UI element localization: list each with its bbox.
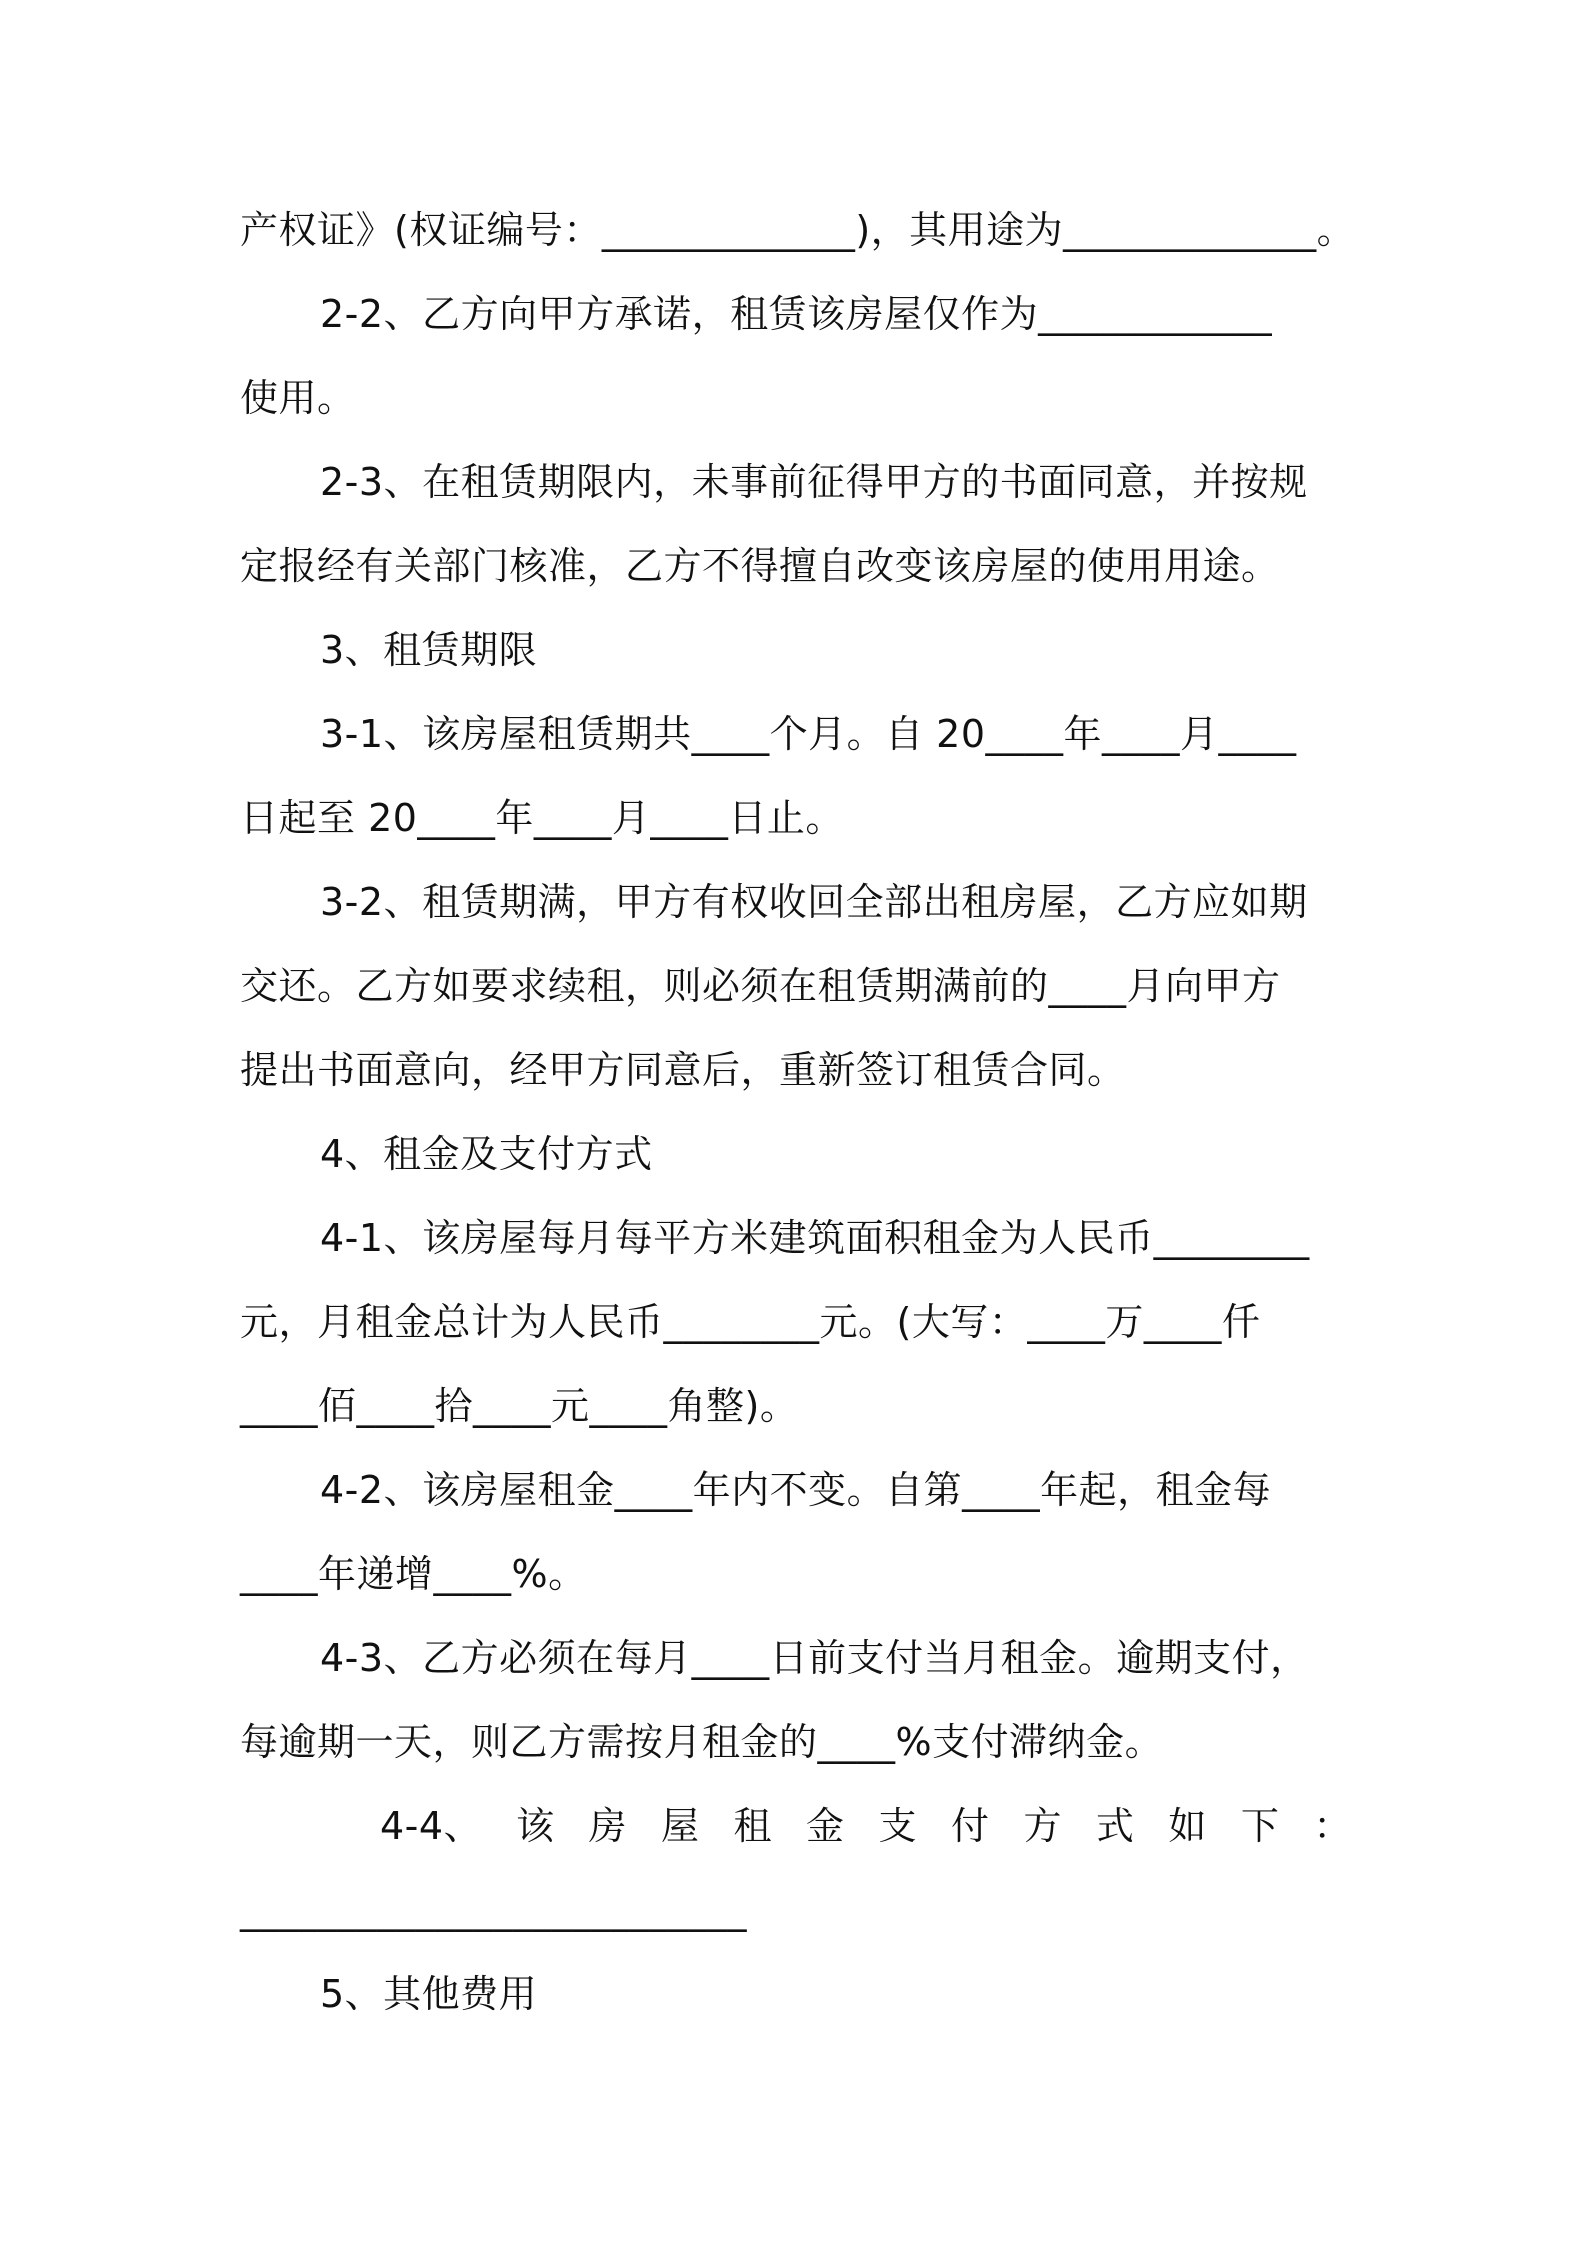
spread-char: 如 (1168, 1804, 1207, 1848)
section-heading-4: 4、租金及支付方式 (320, 1132, 653, 1176)
spread-char: 支 (878, 1804, 917, 1848)
spread-char: 房 (588, 1804, 628, 1848)
text-line: 元，月租金总计为人民币________元。(大写：____万____仟 (240, 1300, 1261, 1344)
clause-4-2: 4-2、该房屋租金____年内不变。自第____年起，租金每 (320, 1468, 1272, 1512)
clause-2-2: 2-2、乙方向甲方承诺，租赁该房屋仅作为____________ (320, 292, 1273, 336)
spread-char: 付 (950, 1804, 990, 1848)
text-line: 提出书面意向，经甲方同意后，重新签订租赁合同。 (240, 1048, 1126, 1092)
spread-char: 租 (733, 1804, 773, 1848)
spread-char: ： (1313, 1804, 1352, 1848)
text-line: 每逾期一天，则乙方需按月租金的____%支付滞纳金。 (240, 1720, 1164, 1764)
blank-fill-line: __________________________ (240, 1888, 747, 1932)
text-line: 定报经有关部门核准，乙方不得擅自改变该房屋的使用用途。 (240, 544, 1280, 588)
text-line: ____佰____拾____元____角整)。 (240, 1384, 799, 1428)
spread-char: 下 (1240, 1804, 1280, 1848)
spread-char: 该 (516, 1804, 555, 1848)
spread-char: 方 (1023, 1804, 1062, 1848)
text-line: ____年递增____%。 (240, 1552, 587, 1596)
spread-char: 金 (805, 1804, 845, 1848)
spread-char: 式 (1095, 1804, 1135, 1848)
text-line: 日起至 20____年____月____日止。 (240, 796, 844, 840)
text-line: 使用。 (240, 376, 356, 420)
section-heading-3: 3、租赁期限 (320, 628, 538, 672)
clause-3-1: 3-1、该房屋租赁期共____个月。自 20____年____月____ (320, 712, 1297, 756)
contract-body (240, 188, 1356, 2036)
clause-4-4 (240, 1784, 1352, 1868)
text-line: 交还。乙方如要求续租，则必须在租赁期满前的____月向甲方 (240, 964, 1281, 1008)
section-heading-5: 5、其他费用 (320, 1972, 538, 2016)
clause-2-3: 2-3、在租赁期限内，未事前征得甲方的书面同意，并按规 (320, 460, 1308, 504)
clause-4-1: 4-1、该房屋每月每平方米建筑面积租金为人民币________ (320, 1216, 1310, 1260)
text-line: 产权证》(权证编号：_____________)，其用途为_____________。 (240, 208, 1356, 252)
clause-4-3: 4-3、乙方必须在每月____日前支付当月租金。逾期支付， (320, 1636, 1309, 1680)
spread-char: 4-4、 (380, 1804, 483, 1848)
clause-3-2: 3-2、租赁期满，甲方有权收回全部出租房屋，乙方应如期 (320, 880, 1308, 924)
spread-char: 屋 (661, 1804, 700, 1848)
